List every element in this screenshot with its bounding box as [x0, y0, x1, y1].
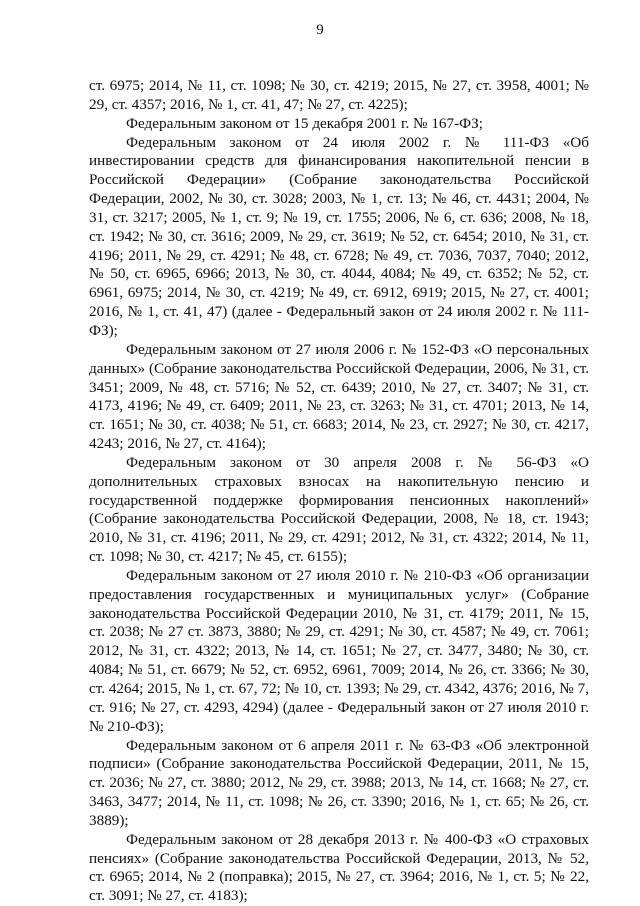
- paragraph-law-152fz: Федеральным законом от 27 июля 2006 г. № 152-ФЗ «О персональных данных» (Собрание законодательства Российской Федерации, 2006, № 31, ст. 3451; 2009, № 48, ст. 5716; № 52, ст. 6439; 2010, № 27, ст. 3407; № 31, ст. 4173, 4196; № 49, ст. 6409; 2011, № 23, ст. 3263; № 31, ст. 4701; 2013, № 14, ст. 1651; № 30, ст. 4038; № 51, ст. 6683; 2014, № 23, ст. 2927; № 30, ст. 4217, 4243; 2016, № 27, ст. 4164);: [89, 340, 589, 453]
- paragraph-continuation: ст. 6975; 2014, № 11, ст. 1098; № 30, ст. 4219; 2015, № 27, ст. 3958, 4001; № 29, ст. 4357; 2016, № 1, ст. 41, 47; № 27, ст. 4225);: [89, 77, 589, 113]
- page-number: 9: [316, 22, 324, 38]
- paragraph-law-210fz: Федеральным законом от 27 июля 2010 г. № 210-ФЗ «Об организации предоставления государственных и муниципальных услуг» (Собрание законодательства Российской Федерации 2010, № 31, ст. 4179; 2011, № 15, ст. 2038; № 27 ст. 3873, 3880; № 29, ст. 4291; № 30, ст. 4587; № 49, ст. 7061; 2012, № 31, ст. 4322; 2013, № 14, ст. 1651; № 27, ст. 3477, 3480; № 30, ст. 4084; № 51, ст. 6679; № 52, ст. 6952, 6961, 7009; 2014, № 26, ст. 3366; № 30, ст. 4264; 2015, № 1, ст. 67, 72; № 10, ст. 1393; № 29, ст. 4342, 4376; 2016, № 7, ст. 916; № 27, ст. 4293, 4294) (далее - Федеральный закон от 27 июля 2010 г. № 210-ФЗ);: [89, 566, 589, 735]
- paragraph-law-63fz: Федеральным законом от 6 апреля 2011 г. № 63-ФЗ «Об электронной подписи» (Собрание законодательства Российской Федерации, 2011, № 15, ст. 2036; № 27, ст. 3880; 2012, № 29, ст. 3988; 2013, № 14, ст. 1668; № 27, ст. 3463, 3477; 2014, № 11, ст. 1098; № 26, ст. 3390; 2016, № 1, ст. 65; № 26, ст. 3889);: [89, 736, 589, 829]
- paragraph-law-111fz: Федеральным законом от 24 июля 2002 г. № 111-ФЗ «Об инвестировании средств для финансирования накопительной пенсии в Российской Федерации» (Собрание законодательства Российской Федерации, 2002, № 30, ст. 3028; 2003, № 1, ст. 13; № 46, ст. 4431; 2004, № 31, ст. 3217; 2005, № 1, ст. 9; № 19, ст. 1755; 2006, № 6, ст. 636; 2008, № 18, ст. 1942; № 30, ст. 3616; 2009, № 29, ст. 3619; № 52, ст. 6454; 2010, № 31, ст. 4196; 2011, № 29, ст. 4291; № 48, ст. 6728; № 49, ст. 7036, 7037, 7040; 2012, № 50, ст. 6965, 6966; 2013, № 30, ст. 4044, 4084; № 49, ст. 6352; № 52, ст. 6961, 6975; 2014, № 30, ст. 4219; № 49, ст. 6912, 6919; 2015, № 27, ст. 4001; 2016, № 1, ст. 41, 47) (далее - Федеральный закон от 24 июля 2002 г. № 111-ФЗ);: [89, 133, 589, 339]
- document-body: [89, 77, 589, 906]
- paragraph-law-167fz: Федеральным законом от 15 декабря 2001 г. № 167-ФЗ;: [126, 114, 484, 132]
- paragraph-law-400fz: Федеральным законом от 28 декабря 2013 г. № 400-ФЗ «О страховых пенсиях» (Собрание законодательства Российской Федерации, 2013, № 52, ст. 6965; 2014, № 2 (поправка); 2015, № 27, ст. 3964; 2016, № 1, ст. 5; № 22, ст. 3091; № 27, ст. 4183);: [89, 830, 589, 905]
- paragraph-law-56fz: Федеральным законом от 30 апреля 2008 г. № 56-ФЗ «О дополнительных страховых взносах на накопительную пенсию и государственной поддержке формирования пенсионных накоплений» (Собрание законодательства Российской Федерации, 2008, № 18, ст. 1943; 2010, № 31, ст. 4196; 2011, № 29, ст. 4291; 2012, № 31, ст. 4322; 2014, № 11, ст. 1098; № 30, ст. 4217; № 45, ст. 6155);: [89, 453, 589, 566]
